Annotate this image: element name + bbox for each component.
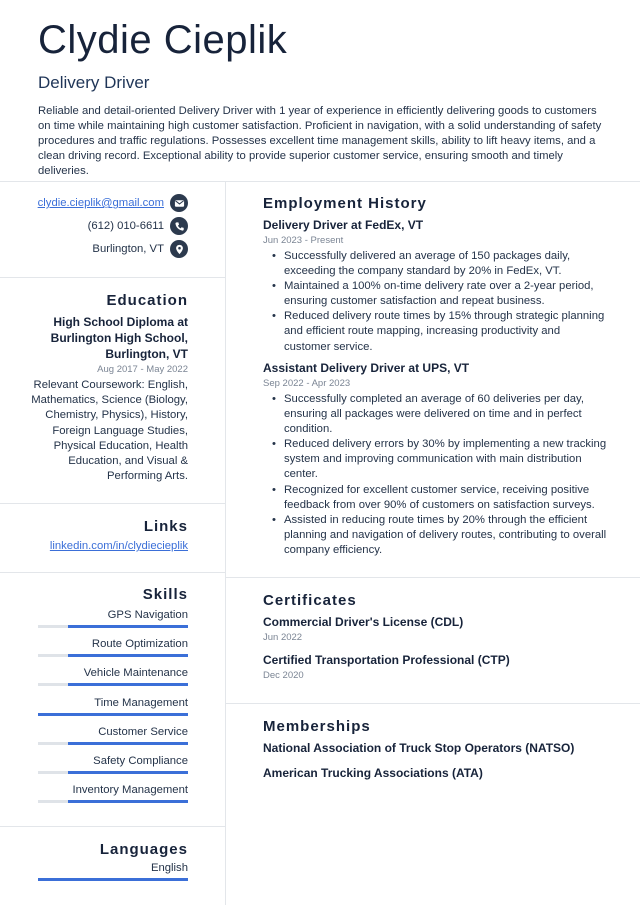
skill-level-bar xyxy=(38,625,188,628)
list-item: • Successfully delivered an average of 150 packages daily, exceeding the company standard by 20% in FedEx, VT. xyxy=(270,249,608,279)
skill-level-fill xyxy=(68,683,188,686)
skill-level-fill xyxy=(68,742,188,745)
certificate-date: Dec 2020 xyxy=(263,670,304,681)
skill-label: Inventory Management xyxy=(72,784,188,797)
linkedin-link[interactable]: linkedin.com/in/clydiecieplik xyxy=(49,540,188,552)
skill-item xyxy=(38,697,188,716)
skill-level-fill xyxy=(68,771,188,774)
profile-summary: Reliable and detail-oriented Delivery Driver with 1 year of experience in efficiently delivering goods to customers on time while maintaining high customer satisfaction. Proficient in navigation, with a solid understanding of safety procedures and traffic regulations. Possesses excellent time management skills, ability to lift heavy items, and a clean driving record. Exceptional ability to provide superior customer service, ensuring smooth and timely deliveries. xyxy=(38,105,602,177)
certificates-heading: Certificates xyxy=(263,592,357,609)
divider xyxy=(226,703,640,704)
list-item: • Reduced delivery route times by 15% through strategic planning and efficient route mapping, increasing productivity and customer service. xyxy=(270,309,608,354)
contact-email-row xyxy=(38,194,188,212)
phone-number: (612) 010-6611 xyxy=(87,220,164,232)
divider xyxy=(0,503,225,504)
links-heading: Links xyxy=(143,518,188,535)
education-heading: Education xyxy=(106,292,188,309)
list-item: • Recognized for excellent customer service, receiving positive feedback from over 90% of customers on satisfaction surveys. xyxy=(270,483,608,513)
email-link[interactable]: clydie.cieplik@gmail.com xyxy=(37,197,164,209)
job-title: Delivery Driver xyxy=(38,73,150,92)
list-item: • Successfully completed an average of 60 deliveries per day, ensuring all packages were delivered on time and in perfect condition. xyxy=(270,392,608,437)
skills-heading: Skills xyxy=(142,586,188,603)
divider xyxy=(0,572,225,573)
contact-location-row xyxy=(92,240,188,258)
certificate-title: Commercial Driver's License (CDL) xyxy=(263,615,464,629)
skill-item xyxy=(38,638,188,657)
skill-label: Vehicle Maintenance xyxy=(83,667,188,680)
candidate-name: Clydie Cieplik xyxy=(38,18,288,62)
job-title-1: Delivery Driver at FedEx, VT xyxy=(263,218,424,232)
skill-level-bar xyxy=(38,713,188,716)
skill-label: Time Management xyxy=(94,696,188,709)
skill-item xyxy=(38,755,188,774)
job-bullets-2 xyxy=(270,392,608,558)
job-dates-1: Jun 2023 - Present xyxy=(263,235,344,246)
education-degree: High School Diploma at Burlington High School, Burlington, VT xyxy=(50,315,188,361)
contact-phone-row xyxy=(88,217,188,235)
education-dates: Aug 2017 - May 2022 xyxy=(97,364,188,375)
list-item: • Reduced delivery errors by 30% by implementing a new tracking system and improving communication with main distribution center. xyxy=(270,437,608,482)
divider xyxy=(0,277,225,278)
job-title-2: Assistant Delivery Driver at UPS, VT xyxy=(263,361,470,375)
column-divider xyxy=(225,181,226,905)
map-pin-icon xyxy=(170,240,188,258)
skill-level-bar xyxy=(38,800,188,803)
skill-level-fill xyxy=(38,713,188,716)
memberships-heading: Memberships xyxy=(263,718,371,735)
skill-label: Customer Service xyxy=(98,725,188,738)
membership-item: American Trucking Associations (ATA) xyxy=(263,766,483,780)
skill-label: Route Optimization xyxy=(91,638,188,651)
skill-item xyxy=(38,609,188,628)
skill-item xyxy=(38,784,188,803)
divider xyxy=(226,577,640,578)
location-text: Burlington, VT xyxy=(92,243,164,255)
skill-level-bar xyxy=(38,683,188,686)
skill-label: GPS Navigation xyxy=(107,609,188,621)
skill-level-fill xyxy=(68,625,188,628)
skill-item xyxy=(38,726,188,745)
job-bullets-1 xyxy=(270,249,608,355)
list-item: • Assisted in reducing route times by 20% through the efficient planning and navigation of delivery routes, contributing to overall company efficiency. xyxy=(270,513,608,558)
skill-level-bar xyxy=(38,654,188,657)
skill-level-bar xyxy=(38,742,188,745)
certificate-title: Certified Transportation Professional (CTP) xyxy=(263,653,510,667)
skill-level-bar xyxy=(38,771,188,774)
education-coursework: Relevant Coursework: English, Mathematics, Science (Biology, Chemistry, Physics), History, Foreign Language Studies, Physical Education, Health Education, and Visual & Performing Arts. xyxy=(31,379,188,483)
skill-level-fill xyxy=(68,654,188,657)
language-item xyxy=(38,862,188,881)
membership-item: National Association of Truck Stop Operators (NATSO) xyxy=(263,741,575,755)
certificate-date: Jun 2022 xyxy=(263,632,303,643)
divider xyxy=(0,826,225,827)
language-level-fill xyxy=(38,878,188,881)
skill-level-fill xyxy=(68,800,188,803)
employment-heading: Employment History xyxy=(263,195,427,212)
envelope-icon xyxy=(170,194,188,212)
skill-label: Safety Compliance xyxy=(93,755,188,767)
job-dates-2: Sep 2022 - Apr 2023 xyxy=(263,378,351,389)
phone-icon xyxy=(170,217,188,235)
header-divider xyxy=(0,181,640,182)
skill-item xyxy=(38,667,188,686)
languages-heading: Languages xyxy=(99,841,188,858)
language-level-bar xyxy=(38,878,188,881)
list-item: • Maintained a 100% on-time delivery rate over a 2-year period, ensuring customer satisfaction and repeat business. xyxy=(270,279,608,309)
language-label: English xyxy=(150,862,188,874)
